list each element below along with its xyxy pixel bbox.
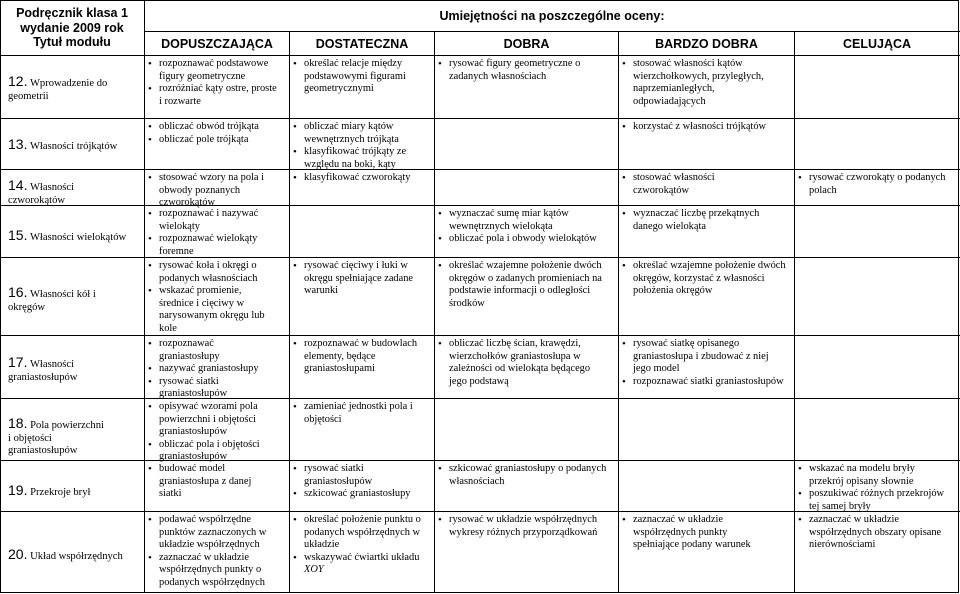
topic-number: 17. [8, 354, 28, 370]
cell-17-dostateczna [293, 338, 423, 376]
skill-item: • zamieniać jednostki pola i objętości [293, 401, 423, 426]
skill-item: • określać relacje między podstawowymi figurami geometrycznymi [293, 58, 417, 96]
cell-16-bardzo-dobra [622, 260, 788, 298]
cell-12-dostateczna [293, 58, 417, 96]
skill-item: • rysować cięciwy i łuki w okręgu spełniające zadane warunki [293, 260, 417, 298]
skill-item: • wskazać na modelu bryły przekrój opisany słownie [798, 463, 950, 488]
skill-item: • obliczać obwód trójkąta [148, 121, 284, 134]
skill-item: • szkicować graniastosłupy [293, 488, 423, 501]
skill-item: • stosować wzory na pola i obwody poznanych czworokątów [148, 172, 278, 210]
topic-12 [8, 75, 142, 103]
topic-18 [8, 417, 108, 458]
skill-item: • zaznaczać w układzie współrzędnych punkty o podanych współrzędnych [148, 552, 278, 590]
cell-16-dostateczna [293, 260, 417, 298]
skill-item: • rozpoznawać siatki graniastosłupów [622, 376, 788, 389]
cell-20-dopuszczajaca [148, 514, 278, 593]
cell-13-dopuszczajaca [148, 121, 284, 146]
skill-item: • zaznaczać w układzie współrzędnych obszary opisane nierównościami [798, 514, 948, 552]
cell-14-celujaca [798, 172, 956, 197]
skill-item: • poszukiwać różnych przekrojów tej samej bryły [798, 488, 950, 513]
skill-item: • obliczać pola i obwody wielokątów [438, 233, 614, 246]
cell-14-dopuszczajaca [148, 172, 278, 210]
cell-17-dobra [438, 338, 608, 388]
skill-text: wskazywać ćwiartki układu [304, 551, 420, 563]
skill-item: • określać wzajemne położenie dwóch okręgów, korzystać z własności położenia okręgów [622, 260, 788, 298]
skill-item: • stosować własności czworokątów [622, 172, 742, 197]
cell-15-dobra [438, 208, 614, 246]
skills-header: Umiejętności na poszczególne oceny: [439, 9, 665, 23]
skill-item: • rozpoznawać podstawowe figury geometryczne [148, 58, 278, 83]
grade-header-celujaca: CELUJĄCA [842, 37, 912, 51]
skill-item: • rysować figury geometryczne o zadanych własnościach [438, 58, 608, 83]
cell-20-dostateczna [293, 514, 427, 593]
cell-14-bardzo-dobra [622, 172, 742, 197]
skill-item: • wyznaczać sumę miar kątów wewnętrznych wielokąta [438, 208, 614, 233]
skill-item: • zaznaczać w układzie współrzędnych punkty spełniające podany warunek [622, 514, 762, 552]
cell-19-dostateczna [293, 463, 423, 501]
topic-label: Układ współrzędnych [30, 551, 123, 562]
cell-12-dobra [438, 58, 608, 83]
topic-label: Przekroje brył [30, 487, 91, 498]
title-line-1: Podręcznik klasa 1 [16, 6, 128, 20]
topic-number: 20. [8, 546, 28, 562]
grade-header-dobra: DOBRA [503, 37, 550, 51]
grade-header-bardzo-dobra: BARDZO DOBRA [655, 37, 758, 51]
skill-item [293, 552, 427, 577]
skill-item: • obliczać liczbę ścian, krawędzi, wierzchołków graniastosłupa w zależności od wielokąta będącego jego podstawą [438, 338, 608, 388]
skill-item: • obliczać pole trójkąta [148, 134, 284, 147]
skill-item: • klasyfikować trójkąty ze względu na boki, kąty [293, 146, 417, 171]
topic-number: 15. [8, 227, 28, 243]
cell-13-bardzo-dobra [622, 121, 788, 134]
skill-item: • wskazać promienie, średnice i cięciwy w narysowanym okręgu lub kole [148, 285, 278, 335]
topic-19 [8, 484, 142, 500]
grade-header-dopuszczajaca: DOPUSZCZAJĄCA [161, 37, 273, 51]
topic-label: Własności kół i okręgów [8, 289, 96, 313]
skill-item: • rozróżniać kąty ostre, proste i rozwarte [148, 83, 278, 108]
topic-number: 16. [8, 284, 28, 300]
skill-item: • korzystać z własności trójkątów [622, 121, 788, 134]
grade-header-dostateczna: DOSTATECZNA [315, 37, 409, 51]
skill-item: • rysować koła i okręgi o podanych własnościach [148, 260, 278, 285]
cell-20-celujaca [798, 514, 948, 552]
cell-17-dopuszczajaca [148, 338, 272, 401]
topic-number: 14. [8, 177, 28, 193]
topic-13 [8, 138, 142, 154]
skill-item: • rozpoznawać w budowlach elementy, będące graniastosłupami [293, 338, 423, 376]
skill-item: • rysować w układzie współrzędnych wykresy różnych przyporządkowań [438, 514, 614, 539]
topic-number: 13. [8, 136, 28, 152]
xoy-label: XOY [304, 564, 324, 576]
skill-item: • rozpoznawać graniastosłupy [148, 338, 272, 363]
cell-20-dobra [438, 514, 614, 539]
skill-item: • rysować czworokąty o podanych polach [798, 172, 956, 197]
cell-13-dostateczna [293, 121, 417, 171]
topic-label: Własności czworokątów [8, 182, 75, 206]
topic-15 [8, 229, 142, 245]
skill-item: • rozpoznawać i nazywać wielokąty [148, 208, 272, 233]
topic-number: 12. [8, 73, 28, 89]
cell-12-bardzo-dobra [622, 58, 788, 108]
cell-17-bardzo-dobra [622, 338, 788, 388]
skill-item: • rysować siatki graniastosłupów [293, 463, 423, 488]
skill-item: • określać położenie punktu o podanych współrzędnych w układzie [293, 514, 427, 552]
cell-18-dostateczna [293, 401, 423, 426]
skill-item: • określać wzajemne położenie dwóch okręgów o zadanych promieniach na podstawie informacji o odległości środków [438, 260, 614, 310]
cell-15-dopuszczajaca [148, 208, 272, 258]
topic-16 [8, 286, 118, 314]
skill-item: • wyznaczać liczbę przekątnych danego wielokąta [622, 208, 782, 233]
skill-item: • budować model graniastosłupa z danej siatki [148, 463, 272, 501]
cell-16-dopuszczajaca [148, 260, 278, 336]
skill-item: • rysować siatkę opisanego graniastosłupa i zbudować z niej jego model [622, 338, 788, 376]
cell-18-dopuszczajaca [148, 401, 278, 464]
cell-19-dopuszczajaca [148, 463, 272, 501]
cell-15-bardzo-dobra [622, 208, 782, 233]
cell-14-dostateczna [293, 172, 431, 185]
cell-16-dobra [438, 260, 614, 310]
skill-item: • podawać współrzędne punktów zaznaczonych w układzie współrzędnych [148, 514, 278, 552]
title-line-2: wydanie 2009 rok [20, 20, 124, 35]
skill-item: • klasyfikować czworokąty [293, 172, 431, 185]
cell-19-celujaca [798, 463, 950, 513]
topic-label: Własności trójkątów [29, 141, 118, 152]
topic-label: Wprowadzenie do geometrii [8, 78, 108, 102]
skill-item: • opisywać wzorami pola powierzchni i objętości graniastosłupów [148, 401, 278, 439]
topic-label: Własności wielokątów [29, 232, 127, 243]
topic-17 [8, 356, 108, 384]
cell-12-dopuszczajaca [148, 58, 278, 108]
skill-item: • szkicować graniastosłupy o podanych własnościach [438, 463, 608, 488]
skill-item: • rozpoznawać wielokąty foremne [148, 233, 272, 258]
module-title-block [0, 6, 144, 50]
topic-label: Pola powierzchni i objętości graniastosłupów [8, 420, 104, 457]
cell-19-dobra [438, 463, 608, 488]
skill-item: • obliczać pola i objętości graniastosłupów [148, 439, 278, 464]
topic-number: 19. [8, 482, 28, 498]
skill-item: • nazywać graniastosłupy [148, 363, 272, 376]
cell-20-bardzo-dobra [622, 514, 762, 552]
skill-item: • rysować siatki graniastosłupów [148, 376, 272, 401]
skill-item: • obliczać miary kątów wewnętrznych trójkąta [293, 121, 417, 146]
topic-label: Własności graniastosłupów [8, 359, 78, 383]
topic-20 [8, 548, 142, 564]
skill-item: • stosować własności kątów wierzchołkowych, przyległych, naprzemianległych, odpowiadających [622, 58, 788, 108]
title-line-3: Tytuł modułu [33, 35, 111, 49]
topic-number: 18. [8, 415, 28, 431]
topic-14 [8, 179, 108, 207]
